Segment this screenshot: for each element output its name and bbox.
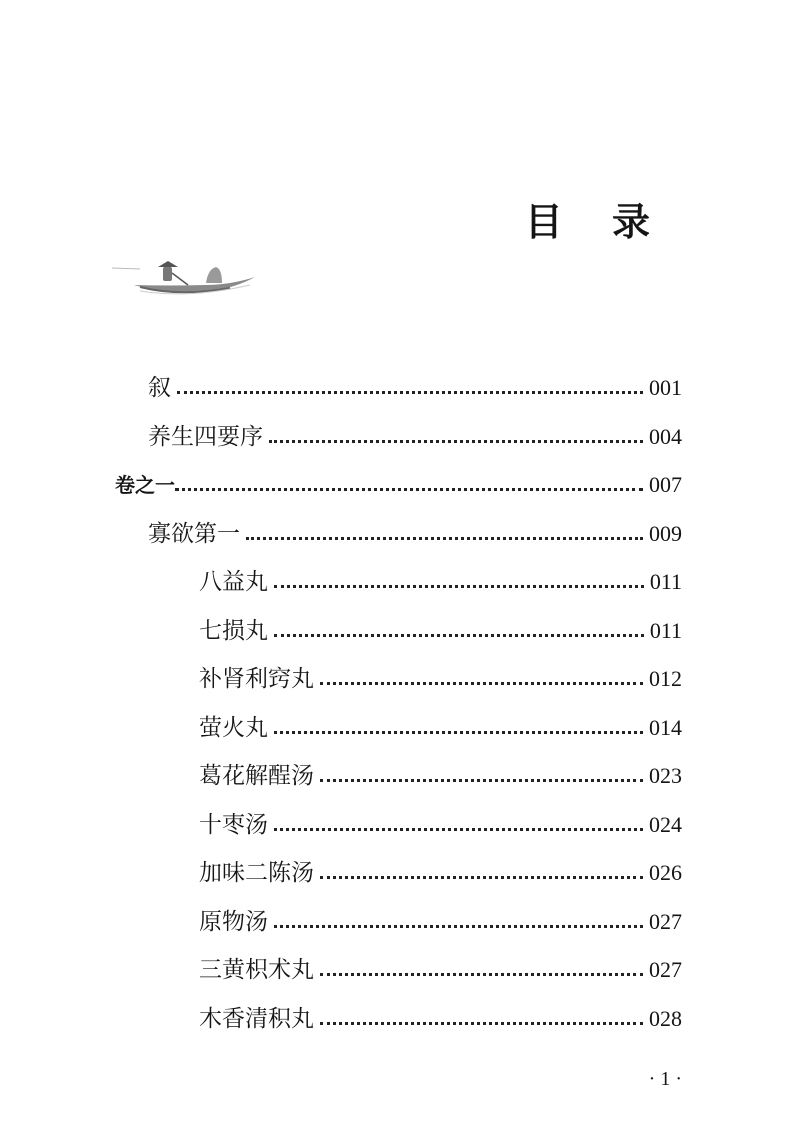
toc-entry-page: 012 bbox=[649, 666, 682, 691]
toc-entry-page: 011 bbox=[649, 569, 682, 594]
toc-entry-page: 027 bbox=[649, 957, 682, 982]
toc-entry-label: 补肾利窍丸 bbox=[199, 666, 314, 692]
toc-entry-page: 004 bbox=[649, 423, 682, 449]
toc-entry-label: 萤火丸 bbox=[199, 714, 268, 741]
toc-entry-page: 007 bbox=[649, 472, 682, 497]
toc-entry-label: 八益丸 bbox=[199, 569, 268, 595]
toc-entry-label: 养生四要序 bbox=[148, 423, 263, 450]
toc-entry-label: 三黄枳术丸 bbox=[199, 957, 314, 983]
dot-leader bbox=[269, 422, 643, 452]
toc-entry-page: 026 bbox=[649, 860, 682, 885]
toc-entry-label: 寡欲第一 bbox=[148, 520, 240, 547]
toc-entry-label: 十枣汤 bbox=[199, 811, 268, 838]
toc-entry[interactable] bbox=[199, 955, 682, 985]
toc-entry[interactable] bbox=[115, 470, 682, 500]
dot-leader bbox=[274, 907, 643, 937]
toc-entry[interactable] bbox=[148, 422, 682, 452]
toc-entry-label: 木香清积丸 bbox=[199, 1005, 314, 1032]
dot-leader bbox=[320, 955, 643, 985]
toc-entry[interactable] bbox=[199, 664, 682, 694]
toc-entry[interactable] bbox=[148, 373, 682, 403]
toc-entry-label: 卷之一 bbox=[115, 473, 175, 497]
dot-leader bbox=[274, 810, 643, 840]
toc-entry-label: 加味二陈汤 bbox=[199, 860, 314, 886]
toc-entry-page: 023 bbox=[649, 763, 682, 788]
toc-entry[interactable] bbox=[148, 519, 682, 549]
toc-entry-label: 七损丸 bbox=[199, 617, 268, 644]
toc-entry-page: 001 bbox=[649, 375, 682, 400]
dot-leader bbox=[320, 664, 643, 694]
toc-entry-page: 011 bbox=[649, 617, 682, 643]
toc-entry-label: 葛花解酲汤 bbox=[199, 763, 314, 789]
toc-entry[interactable] bbox=[199, 567, 682, 597]
page-number: · 1 · bbox=[648, 1068, 682, 1090]
toc-entry-page: 009 bbox=[649, 520, 682, 546]
toc-entry[interactable] bbox=[199, 810, 682, 840]
toc-entry[interactable] bbox=[199, 907, 682, 937]
toc-entry-page: 014 bbox=[649, 714, 682, 740]
dot-leader bbox=[274, 567, 644, 597]
dot-leader bbox=[320, 858, 643, 888]
toc-entry[interactable] bbox=[199, 761, 682, 791]
toc-entry[interactable] bbox=[199, 616, 682, 646]
dot-leader bbox=[320, 1004, 643, 1034]
toc-entry-page: 027 bbox=[649, 908, 682, 934]
dot-leader bbox=[320, 761, 643, 791]
toc-entry-label: 原物汤 bbox=[199, 908, 268, 935]
toc-entry[interactable] bbox=[199, 858, 682, 888]
toc-entry-label: 叙 bbox=[148, 375, 171, 401]
dot-leader bbox=[177, 373, 643, 403]
dot-leader bbox=[274, 713, 643, 743]
toc-entry-page: 028 bbox=[649, 1005, 682, 1031]
page-title: 目 录 bbox=[524, 200, 668, 244]
toc-entry[interactable] bbox=[199, 713, 682, 743]
dot-leader bbox=[274, 616, 644, 646]
toc-entry-page: 024 bbox=[649, 811, 682, 837]
dot-leader bbox=[246, 519, 643, 549]
dot-leader bbox=[175, 470, 643, 500]
toc-entry[interactable] bbox=[199, 1004, 682, 1034]
